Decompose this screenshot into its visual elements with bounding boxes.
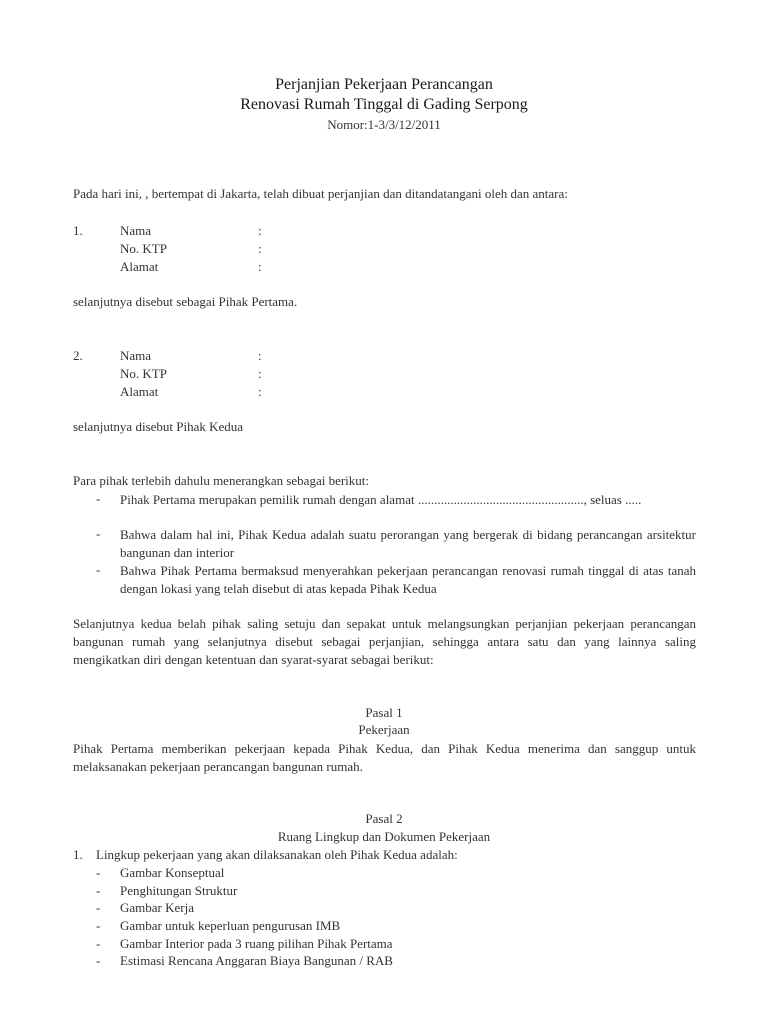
- intro-paragraph: Pada hari ini, , bertempat di Jakarta, telah dibuat perjanjian dan ditandatangani oleh dan antara:: [73, 186, 568, 201]
- party2-address-label: Alamat: [120, 384, 159, 399]
- agreement-paragraph: Selanjutnya kedua belah pihak saling setuju dan sepakat untuk melangsungkan perjanjian pekerjaan perancangan bangunan rumah yang selanjutnya disebut sebagai perjanjian, sehingga antara satu dan yang lainnya saling mengikatkan diri dengan ketentuan dan syarat-syarat sebagai berikut:: [73, 616, 696, 667]
- pasal1-heading: Pasal 1: [365, 705, 403, 720]
- party1-closing: selanjutnya disebut sebagai Pihak Pertama.: [73, 294, 298, 309]
- party2-name-label: Nama: [120, 348, 152, 363]
- party2-address-colon: :: [258, 384, 262, 399]
- document-title-line-1: Perjanjian Pekerjaan Perancangan: [275, 76, 493, 93]
- party2-name-colon: :: [258, 348, 262, 363]
- pasal2-subheading: Ruang Lingkup dan Dokumen Pekerjaan: [277, 829, 491, 844]
- pasal2-point-number: 1.: [73, 847, 83, 862]
- pasal1-subheading: Pekerjaan: [358, 722, 410, 737]
- party1-name-colon: :: [258, 223, 262, 238]
- party2-closing: selanjutnya disebut Pihak Kedua: [73, 419, 244, 434]
- scope-item: Gambar Interior pada 3 ruang pilihan Pihak Pertama: [120, 936, 393, 951]
- party1-address-colon: :: [258, 259, 262, 274]
- recitals-lead: Para pihak terlebih dahulu menerangkan sebagai berikut:: [73, 473, 370, 488]
- scope-bullet: -: [96, 918, 101, 933]
- pasal2-heading: Pasal 2: [365, 811, 403, 826]
- scope-item: Gambar Kerja: [120, 900, 194, 915]
- scope-bullet: -: [96, 900, 101, 915]
- scope-bullet: -: [96, 953, 101, 968]
- recital-bullet: -: [96, 562, 101, 577]
- recital-bullet: -: [96, 526, 101, 541]
- party2-number: 2.: [73, 348, 83, 363]
- scope-item: Penghitungan Struktur: [120, 883, 238, 898]
- scope-bullet: -: [96, 883, 101, 898]
- scope-item: Gambar Konseptual: [120, 865, 225, 880]
- recital-item: Bahwa dalam hal ini, Pihak Kedua adalah suatu perorangan yang bergerak di bidang perancangan arsitektur bangunan dan interior: [120, 527, 696, 560]
- recital-item: Pihak Pertama merupakan pemilik rumah dengan alamat ..................................................., seluas .....: [120, 492, 642, 507]
- scope-item: Gambar untuk keperluan pengurusan IMB: [120, 918, 341, 933]
- party1-number: 1.: [73, 223, 83, 238]
- scope-bullet: -: [96, 936, 101, 951]
- scope-bullet: -: [96, 865, 101, 880]
- party2-ktp-colon: :: [258, 366, 262, 381]
- party1-ktp-colon: :: [258, 241, 262, 256]
- document-title-line-2: Renovasi Rumah Tinggal di Gading Serpong: [240, 96, 528, 113]
- document-number: Nomor:1-3/3/12/2011: [327, 117, 441, 132]
- recital-bullet: -: [96, 491, 101, 506]
- recital-item: Bahwa Pihak Pertama bermaksud menyerahkan pekerjaan perancangan renovasi rumah tinggal di atas tanah dengan lokasi yang telah disebut di atas kepada Pihak Kedua: [120, 563, 696, 596]
- party2-ktp-label: No. KTP: [120, 366, 167, 381]
- scope-item: Estimasi Rencana Anggaran Biaya Bangunan / RAB: [120, 953, 393, 968]
- pasal2-point-text: Lingkup pekerjaan yang akan dilaksanakan oleh Pihak Kedua adalah:: [96, 847, 458, 862]
- pasal1-body: Pihak Pertama memberikan pekerjaan kepada Pihak Kedua, dan Pihak Kedua menerima dan sanggup untuk melaksanakan pekerjaan perancangan bangunan rumah.: [73, 741, 696, 774]
- party1-name-label: Nama: [120, 223, 152, 238]
- party1-ktp-label: No. KTP: [120, 241, 167, 256]
- party1-address-label: Alamat: [120, 259, 159, 274]
